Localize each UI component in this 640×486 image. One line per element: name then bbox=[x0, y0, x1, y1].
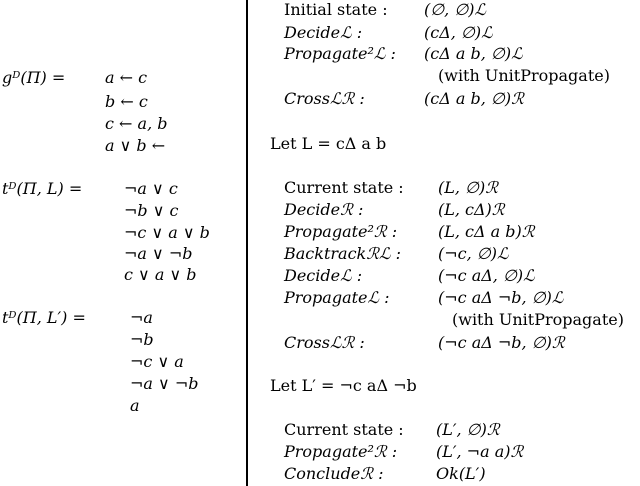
step-value: (cΔ, ∅)ℒ bbox=[424, 23, 493, 42]
step-name: Decideℛ : bbox=[284, 200, 364, 219]
gd-lhs: gᴰ(Π) = bbox=[2, 68, 66, 87]
step-name: Propagate²ℛ : bbox=[284, 222, 398, 241]
step-value: (¬c aΔ ¬b, ∅)ℛ bbox=[438, 333, 565, 352]
step-value: (L′, ¬a a)ℛ bbox=[436, 442, 524, 461]
let-statement: Let L′ = ¬c aΔ ¬b bbox=[270, 376, 417, 395]
gd-rule: a ← c bbox=[105, 68, 148, 87]
step-name: Concludeℛ : bbox=[284, 464, 384, 483]
step-name: Current state : bbox=[284, 420, 404, 439]
step-note: (with UnitPropagate) bbox=[438, 66, 610, 85]
td1-clause: c ∨ a ∨ b bbox=[124, 265, 197, 284]
gd-rule: a ∨ b ← bbox=[105, 136, 166, 155]
step-name: Decideℒ : bbox=[284, 23, 363, 42]
step-note: (with UnitPropagate) bbox=[452, 310, 624, 329]
td2-clause: ¬a bbox=[130, 308, 153, 327]
td1-clause: ¬a ∨ ¬b bbox=[124, 244, 193, 263]
step-name: Decideℒ : bbox=[284, 266, 363, 285]
td1-lhs: tᴰ(Π, L) = bbox=[2, 179, 83, 198]
td2-lhs: tᴰ(Π, L′) = bbox=[2, 308, 86, 327]
step-name: Propagate²ℛ : bbox=[284, 442, 398, 461]
td1-clause: ¬a ∨ c bbox=[124, 179, 178, 198]
td2-clause: ¬b bbox=[130, 330, 154, 349]
td1-clause: ¬c ∨ a ∨ b bbox=[124, 223, 210, 242]
column-divider bbox=[246, 0, 248, 486]
step-name: Crossℒℛ : bbox=[284, 333, 365, 352]
td1-clause: ¬b ∨ c bbox=[124, 201, 179, 220]
td2-clause: ¬a ∨ ¬b bbox=[130, 374, 199, 393]
step-name: Initial state : bbox=[284, 0, 388, 19]
step-name: Crossℒℛ : bbox=[284, 89, 365, 108]
step-name: Current state : bbox=[284, 178, 404, 197]
step-value: (cΔ a b, ∅)ℛ bbox=[424, 89, 524, 108]
step-name: Backtrackℛℒ : bbox=[284, 244, 401, 263]
step-name: Propagateℒ : bbox=[284, 288, 390, 307]
td2-clause: a bbox=[130, 396, 140, 415]
step-value: (¬c aΔ, ∅)ℒ bbox=[438, 266, 535, 285]
step-value: (L, ∅)ℛ bbox=[438, 178, 498, 197]
step-value: Ok(L′) bbox=[436, 464, 486, 483]
step-value: (cΔ a b, ∅)ℒ bbox=[424, 44, 523, 63]
step-value: (¬c aΔ ¬b, ∅)ℒ bbox=[438, 288, 564, 307]
step-value: (L, cΔ a b)ℛ bbox=[438, 222, 535, 241]
step-value: (L, cΔ)ℛ bbox=[438, 200, 505, 219]
td2-clause: ¬c ∨ a bbox=[130, 352, 184, 371]
step-name: Propagate²ℒ : bbox=[284, 44, 396, 63]
let-statement: Let L = cΔ a b bbox=[270, 134, 387, 153]
gd-rule: b ← c bbox=[105, 92, 148, 111]
gd-rule: c ← a, b bbox=[105, 114, 168, 133]
step-value: (L′, ∅)ℛ bbox=[436, 420, 500, 439]
step-value: (∅, ∅)ℒ bbox=[424, 0, 487, 19]
step-value: (¬c, ∅)ℒ bbox=[438, 244, 509, 263]
